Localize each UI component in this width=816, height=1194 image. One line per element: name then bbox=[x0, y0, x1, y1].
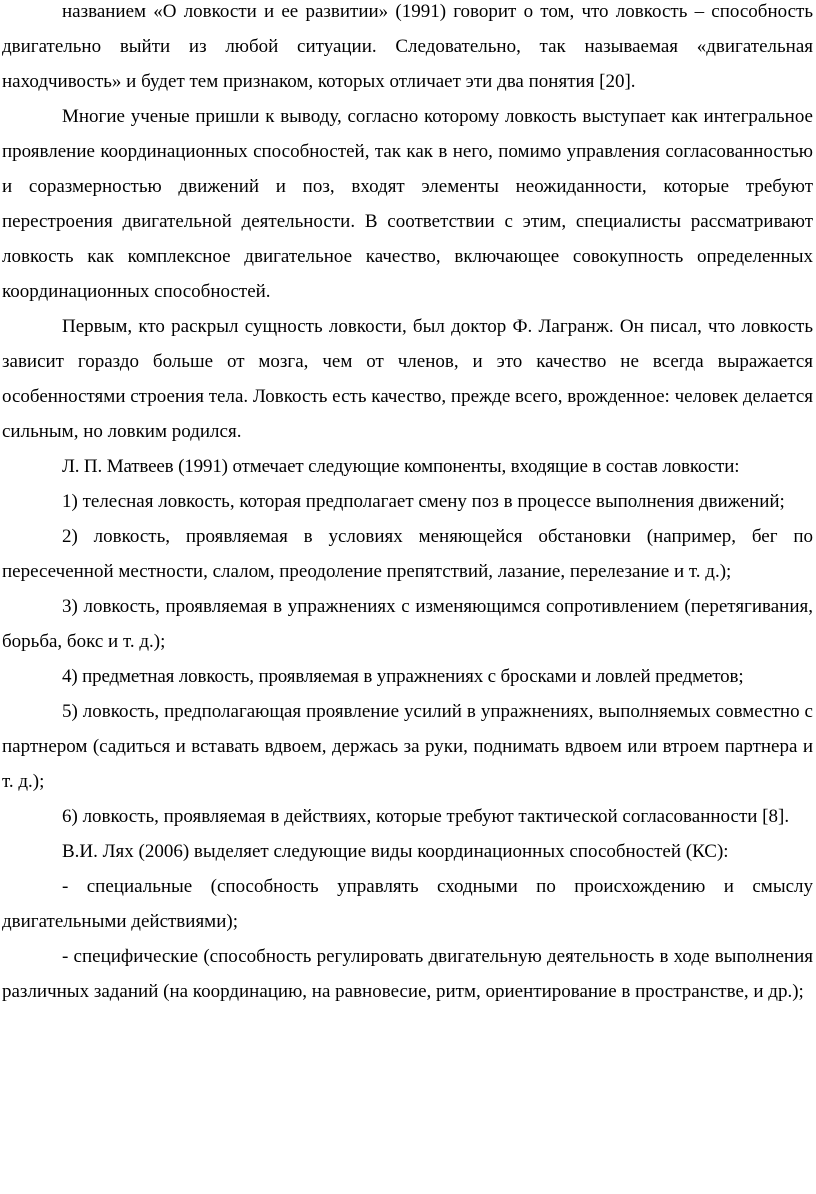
paragraph-lagrange: Первым, кто раскрыл сущность ловкости, был доктор Ф. Лагранж. Он писал, что ловкость зависит гораздо больше от мозга, чем от членов, и это качество не всегда выражается особенностями строения тела. Ловкость есть качество, прежде всего, врожденное: человек делается сильным, но ловким родился. bbox=[2, 316, 813, 442]
paragraph-lyakh-intro: В.И. Лях (2006) выделяет следующие виды координационных способностей (КС): bbox=[62, 841, 729, 862]
list-item-special: - специальные (способность управлять сходными по происхождению и смыслу двигательными действиями); bbox=[2, 876, 813, 932]
paragraph-matveev-intro: Л. П. Матвеев (1991) отмечает следующие компоненты, входящие в состав ловкости: bbox=[62, 456, 740, 477]
paragraph-agility-integral: Многие ученые пришли к выводу, согласно которому ловкость выступает как интегральное проявление координационных способностей, так как в него, помимо управления согласованностью и соразмерностью движений и поз, входят элементы неожиданности, которые требуют перестроения двигательной деятельности. В соответствии с этим, специалисты рассматривают ловкость как комплексное двигательное качество, включающее совокупность определенных координационных способностей. bbox=[2, 106, 813, 302]
list-item-specific: - специфические (способность регулировать двигательную деятельность в ходе выполнения различных заданий (на координацию, на равновесие, ритм, ориентирование в пространстве, и др.); bbox=[2, 946, 813, 1002]
list-item-4: 4) предметная ловкость, проявляемая в упражнениях с бросками и ловлей предметов; bbox=[62, 666, 744, 687]
list-item-6: 6) ловкость, проявляемая в действиях, которые требуют тактической согласованности [8]. bbox=[62, 806, 790, 827]
list-item-1: 1) телесная ловкость, которая предполагает смену поз в процессе выполнения движений; bbox=[62, 491, 785, 512]
list-item-5: 5) ловкость, предполагающая проявление усилий в упражнениях, выполняемых совместно с партнером (садиться и вставать вдвоем, держась за руки, поднимать вдвоем или втроем партнера и т. д.); bbox=[2, 701, 813, 792]
list-item-3: 3) ловкость, проявляемая в упражнениях с изменяющимся сопротивлением (перетягивания, борьба, бокс и т. д.); bbox=[2, 596, 813, 652]
list-item-2: 2) ловкость, проявляемая в условиях меняющейся обстановки (например, бег по пересеченной местности, слалом, преодоление препятствий, лазание, перелезание и т. д.); bbox=[2, 526, 813, 582]
paragraph-continued-intro: названием «О ловкости и ее развитии» (1991) говорит о том, что ловкость – способность двигательно выйти из любой ситуации. Следовательно, так называемая «двигательная находчивость» и будет тем признаком, которых отличает эти два понятия [20]. bbox=[2, 1, 813, 92]
